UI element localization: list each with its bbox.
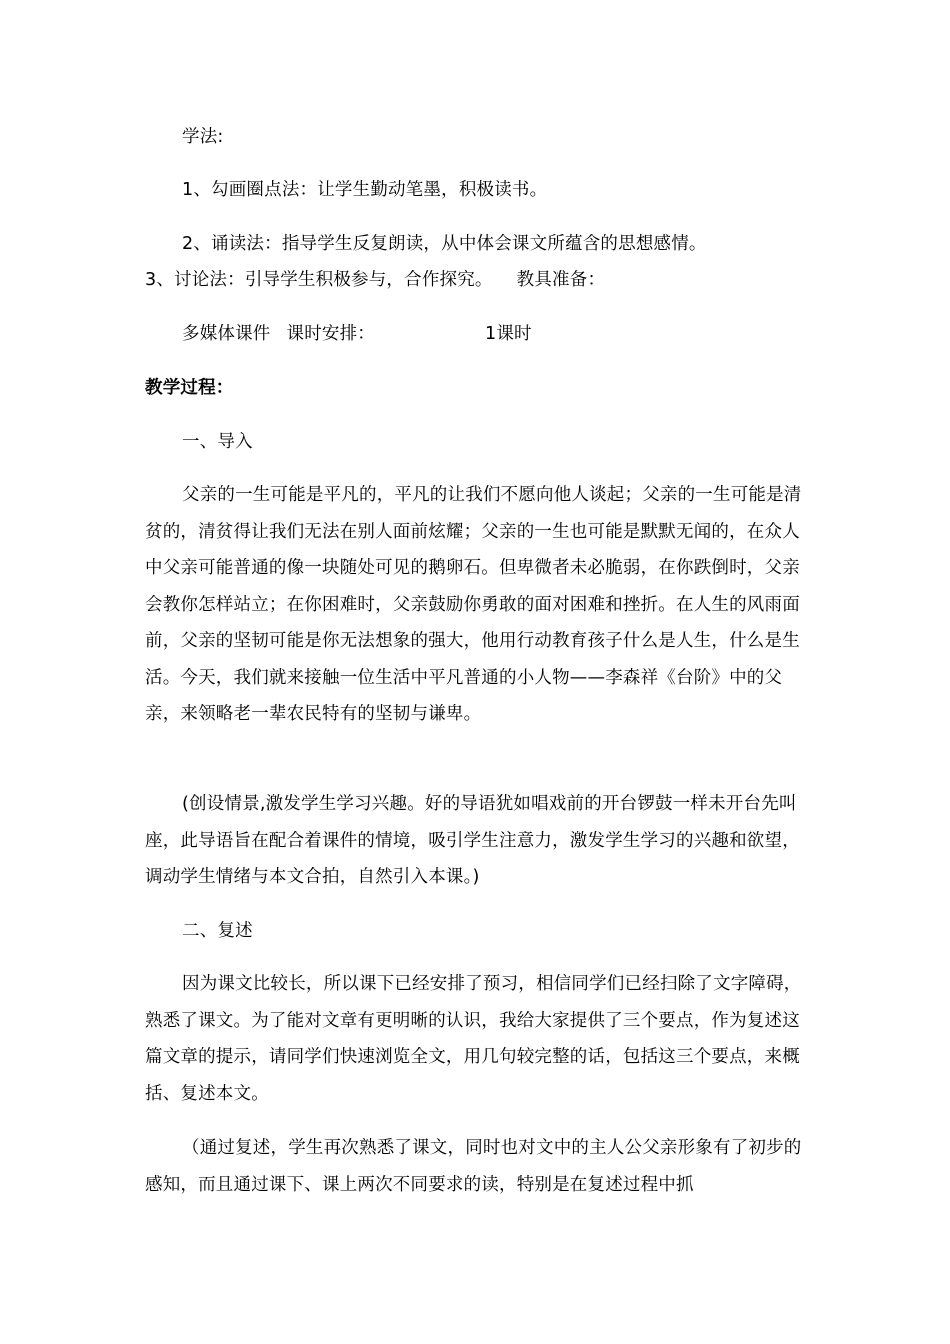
section-1-note: (创设情景,激发学生学习兴趣。好的导语犹如唱戏前的开台锣鼓一样未开台先叫座，此导语旨在配合着课件的情境，吸引学生注意力，激发学生学习的兴趣和欲望，调动学生情绪与本文合拍，自然引入本课。) [145,794,800,887]
section-2-heading: 二、复述 [182,921,253,941]
tools-value: 多媒体课件 [182,324,271,344]
tools-label: 教具准备： [516,270,606,290]
section-2-body: 因为课文比较长，所以课下已经安排了预习，相信同学们已经扫除了文字障碍，熟悉了课文。为了能对文章有更明晰的认识，我给大家提供了三个要点，作为复述这篇文章的提示，请同学们快速浏览全文，用几句较完整的话，包括这三个要点，来概括、复述本文。 [145,974,802,1104]
schedule-value: 1课时 [485,324,532,344]
section-2-note: （通过复述，学生再次熟悉了课文，同时也对文中的主人公父亲形象有了初步的感知，而且通过课下、课上两次不同要求的读，特别是在复述过程中抓 [145,1138,802,1195]
method-1: 1、勾画圈点法：让学生勤动笔墨，积极读书。 [182,180,548,200]
process-heading: 教学过程： [145,378,234,398]
tools-schedule-line [145,316,810,353]
method-3-line [145,262,810,299]
method-2: 2、诵读法：指导学生反复朗读，从中体会课文所蕴含的思想感情。 [182,234,707,254]
section-1-body: 父亲的一生可能是平凡的，平凡的让我们不愿向他人谈起；父亲的一生可能是清贫的，清贫得让我们无法在别人面前炫耀；父亲的一生也可能是默默无闻的，在众人中父亲可能普通的像一块随处可见的鹅卵石。但卑微者未必脆弱，在你跌倒时，父亲会教你怎样站立；在你困难时，父亲鼓励你勇敢的面对困难和挫折。在人生的风雨面前，父亲的坚韧可能是你无法想象的强大，他用行动教育孩子什么是人生，什么是生活。今天，我们就来接触一位生活中平凡普通的小人物——李森祥《台阶》中的父亲，来领略老一辈农民特有的坚韧与谦卑。 [145,485,802,724]
section-1-heading: 一、导入 [182,432,253,452]
schedule-label: 课时安排： [286,324,375,344]
xuefa-heading: 学法: [182,127,224,147]
method-3: 3、讨论法：引导学生积极参与，合作探究。 [145,270,493,290]
